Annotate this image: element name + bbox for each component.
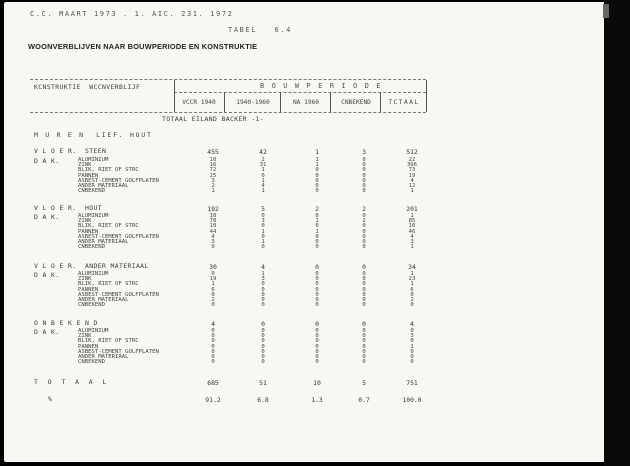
cell-column: 10 78 10 44 4 3 0 — [209, 213, 217, 251]
cell: 91.2 — [205, 396, 221, 404]
cell-column: 0 2 0 0 0 0 0 — [362, 213, 366, 251]
dak-items: ALUMINIUM ZINK BLIK, RIET OF STRC PANNEN ASBEST-CEMENT GOLFPLATEN ANDER MATERIAAL CNBEKEND — [78, 213, 159, 251]
cell-column: 0 0 0 0 0 0 0 — [315, 328, 319, 366]
cell: 0 — [261, 320, 265, 328]
cell: 30 — [209, 263, 217, 271]
scan-edge — [604, 0, 630, 466]
dak-items: ALUMINIUM ZINK BLIK, RIET OF STRC PANNEN ASBEST-CEMENT GOLFPLATEN ANDER MATERIAAL CNBEKEND — [78, 271, 159, 309]
column-na-1960: NA 1960 — [292, 99, 320, 106]
header-divider — [426, 80, 427, 112]
cell: 2 — [362, 205, 366, 213]
cell-column: 0 19 1 6 0 2 0 — [209, 271, 217, 309]
row-onbekend-label: O N B E K E N D — [34, 319, 98, 327]
cell: 0 — [315, 320, 319, 328]
cell-column: 10 16 72 25 3 2 1 — [209, 157, 217, 195]
cell-column: 0 0 0 0 0 0 0 — [362, 157, 366, 195]
cell: 455 — [207, 148, 219, 156]
document-title: WOONVERBLIJVEN NAAR BOUWPERIODE EN KONSTRUKTIE — [28, 42, 258, 51]
dak-items: ALUMINIUM ZINK BLIK, RIET OF STRC PANNEN ASBEST-CEMENT GOLFPLATEN ANDER MATERIAAL CNBEKEND — [78, 328, 159, 366]
cell-column: 0 0 0 0 0 0 0 — [315, 271, 319, 309]
dak-items: ALUMINIUM ZINK BLIK, RIET OF STRC PANNEN ASBEST-CEMENT GOLFPLATEN ANDER MATERIAAL CNBEKEND — [78, 157, 159, 195]
column-konstruktie: KCNSTRUKTIE WCCNVERBLIJF — [34, 83, 141, 91]
cell: 5 — [261, 205, 265, 213]
cell: 4 — [410, 320, 414, 328]
cell: 1.3 — [311, 396, 323, 404]
table-label: TABEL 6.4 — [228, 26, 292, 34]
cell: 3 — [362, 148, 366, 156]
cell: 42 — [259, 148, 267, 156]
percent-label: % — [48, 395, 53, 403]
cell: 4 — [261, 263, 265, 271]
document-sheet — [4, 2, 622, 462]
cell-column: 0 1 0 1 0 0 0 — [315, 213, 319, 251]
dak-label: D A K. — [34, 271, 60, 279]
header-mid-rule — [174, 92, 426, 93]
cell: 0.7 — [358, 396, 370, 404]
cell: 1 — [315, 148, 319, 156]
cell: 2 — [315, 205, 319, 213]
dak-label: D A K. — [34, 213, 60, 221]
cell: 100.0 — [402, 396, 422, 404]
subtitle: TOTAAL EILAND BACKER -1- — [162, 115, 264, 123]
cell: 4 — [211, 320, 215, 328]
cell-column: 0 0 0 0 0 0 0 — [211, 328, 215, 366]
dak-label: D A K. — [34, 328, 60, 336]
cell: 10 — [313, 379, 321, 387]
cell-column: 1 1 0 0 0 0 0 — [315, 157, 319, 195]
cell-column: 0 0 0 0 0 0 0 — [261, 328, 265, 366]
cell: 0 — [315, 263, 319, 271]
column-voor-1940: VCCR 1940 — [182, 99, 216, 106]
cell-column: 0 3 0 1 0 0 0 — [410, 328, 414, 366]
row-vloer-steen-label: V L O E R. STEEN — [34, 147, 107, 155]
section-label: M U R E N LIEF. HOUT — [34, 131, 153, 139]
cell-column: 0 0 0 0 0 0 0 — [362, 328, 366, 366]
cell-column: 1 85 10 46 4 3 1 — [408, 213, 416, 251]
cell: 51 — [259, 379, 267, 387]
cell: 0 — [362, 320, 366, 328]
row-vloer-ander-label: V L O E R. ANDER MATERIAAL — [34, 262, 149, 270]
header-divider — [330, 92, 331, 112]
header-bottom-rule — [30, 112, 426, 113]
cell-column: 0 3 0 1 0 1 0 — [261, 213, 265, 251]
cell-column: 2 31 1 0 1 4 1 — [259, 157, 267, 195]
cell: 685 — [207, 379, 219, 387]
cell: 0 — [362, 263, 366, 271]
cell: 6.8 — [257, 396, 269, 404]
scan-edge-mark — [603, 4, 609, 18]
header-top-rule — [30, 79, 426, 80]
cell: 201 — [406, 205, 418, 213]
cell: 751 — [406, 379, 418, 387]
header-divider — [174, 80, 175, 112]
cell-column: 1 23 1 6 0 2 0 — [408, 271, 416, 309]
column-totaal: TCTAAL — [388, 99, 420, 106]
header-line: C.C. MAART 1973 . 1. AIC. 231. 1972 — [30, 10, 234, 18]
cell: 34 — [408, 263, 416, 271]
bouwperiode-heading: B O U W P E R I O D E — [260, 82, 383, 90]
dak-label: D A K. — [34, 157, 60, 165]
cell: 512 — [406, 148, 418, 156]
cell: 192 — [207, 205, 219, 213]
column-onbekend: CNBEKEND — [341, 99, 371, 106]
column-1940-1960: 1940-1960 — [236, 99, 270, 106]
totaal-label: T O T A A L — [34, 378, 110, 386]
row-vloer-hout-label: V L O E R. HOUT — [34, 204, 102, 212]
header-divider — [280, 92, 281, 112]
cell-column: 1 3 0 0 0 0 0 — [261, 271, 265, 309]
cell: 5 — [362, 379, 366, 387]
cell-column: 22 396 73 19 4 12 1 — [406, 157, 418, 195]
header-divider — [380, 92, 381, 112]
cell-column: 0 0 0 0 0 0 0 — [362, 271, 366, 309]
header-divider — [224, 92, 225, 112]
